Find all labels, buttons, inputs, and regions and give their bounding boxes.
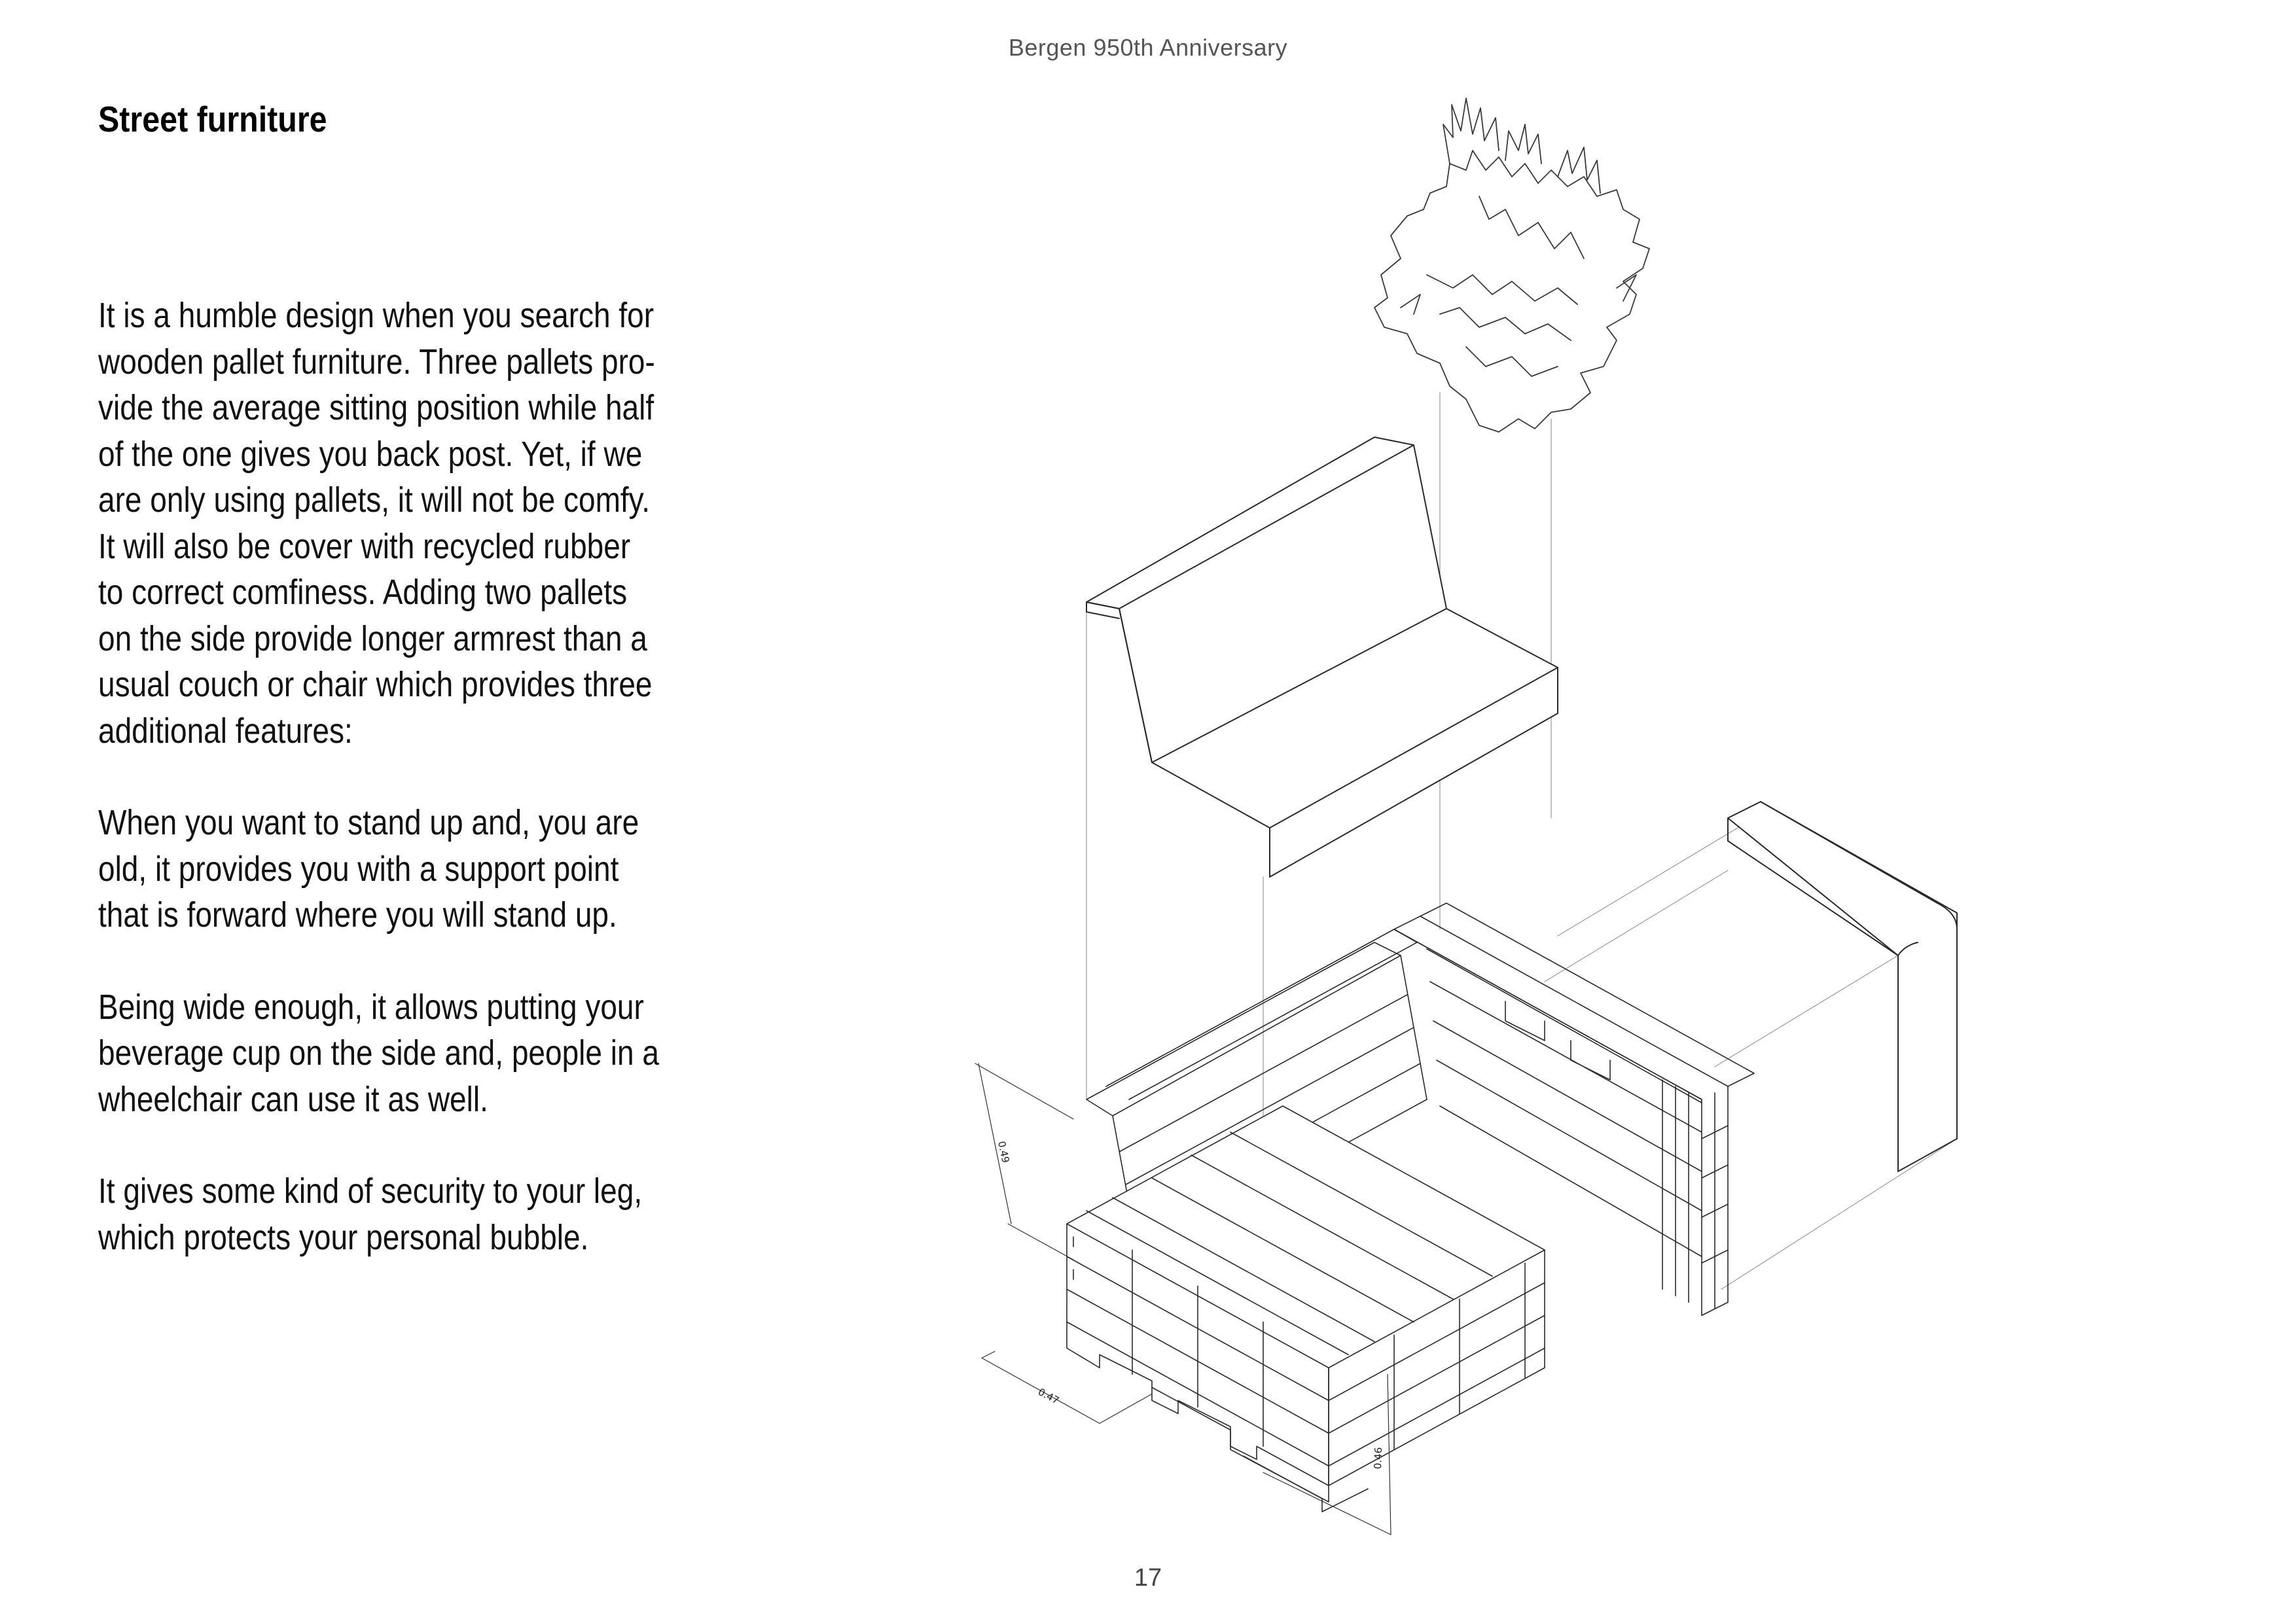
text-line: It is a humble design when you search for: [98, 296, 655, 335]
text-line: wheelchair can use it as well.: [98, 1080, 488, 1119]
text-line: which protects your personal bubble.: [98, 1218, 589, 1257]
text-line: of the one gives you back post. Yet, if we: [98, 435, 643, 474]
dimension-seat-depth: 0.47: [1036, 1385, 1062, 1407]
text-line: on the side provide longer armrest than a: [98, 619, 647, 658]
paragraph-intro: [98, 293, 661, 755]
text-line: Being wide enough, it allows putting your: [98, 988, 644, 1027]
text-line: beverage cup on the side and, people in a: [98, 1034, 659, 1073]
text-line: When you want to stand up and, you are: [98, 804, 639, 842]
pallet-bench: [1067, 903, 1754, 1512]
text-line: additional features:: [98, 711, 353, 751]
paragraph-standing-support: [98, 800, 661, 939]
dimension-seat-height: 0.46: [1372, 1447, 1385, 1470]
page-number: 17: [1134, 1564, 1162, 1592]
body-text: [98, 293, 661, 1307]
text-line: to correct comfiness. Adding two pallets: [98, 573, 628, 612]
text-line: are only using pallets, it will not be comfy.: [98, 481, 651, 520]
running-header: Bergen 950th Anniversary: [1008, 34, 1288, 61]
shrub-sketch: [1374, 98, 1649, 432]
cushion-backrest: [1086, 437, 1558, 877]
text-line: that is forward where you will stand up.: [98, 896, 617, 935]
pallet-bench-isometric-drawing: [942, 85, 2055, 1544]
text-line: vide the average sitting position while half: [98, 389, 655, 427]
section-title: Street furniture: [98, 99, 327, 139]
dimension-backrest-height: 0.49: [996, 1140, 1012, 1164]
armrest-block: [1728, 802, 1957, 1171]
text-line: wooden pallet furniture. Three pallets pro-: [98, 342, 655, 382]
text-line: It gives some kind of security to your leg,: [98, 1172, 643, 1211]
text-line: old, it provides you with a support point: [98, 849, 619, 889]
paragraph-beverage-wheelchair: [98, 985, 661, 1124]
paragraph-security: [98, 1169, 661, 1261]
text-line: It will also be cover with recycled rubber: [98, 527, 631, 566]
text-line: usual couch or chair which provides three: [98, 666, 653, 704]
